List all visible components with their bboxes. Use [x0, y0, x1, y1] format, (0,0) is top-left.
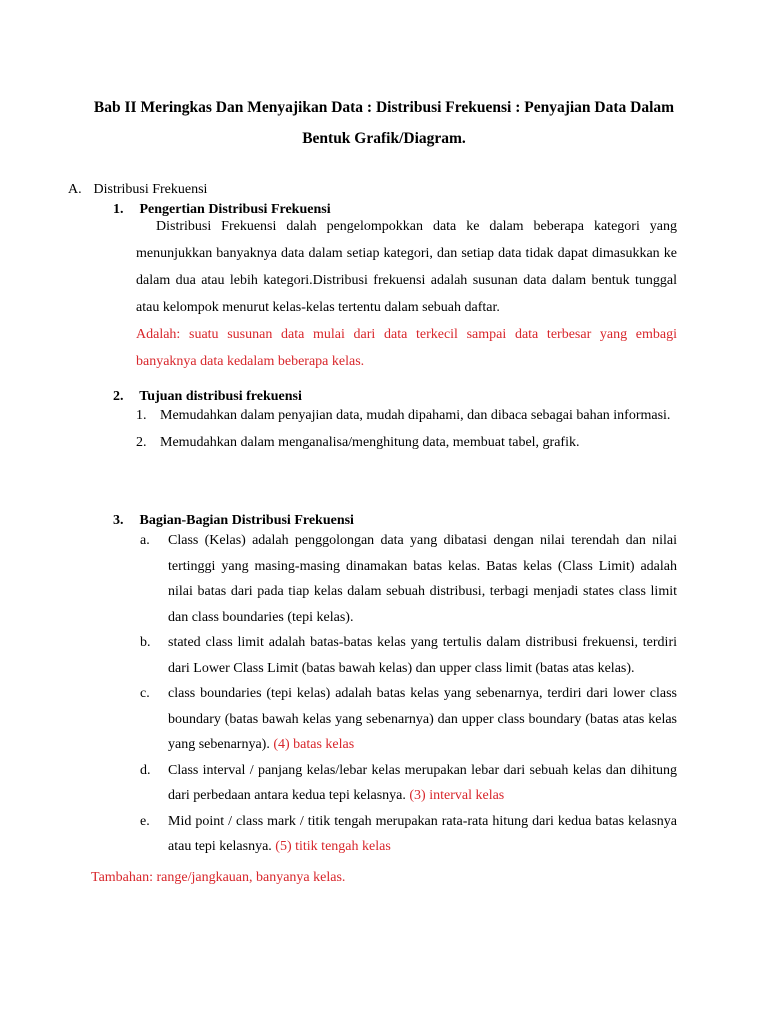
document-title: Bab II Meringkas Dan Menyajikan Data : Distribusi Frekuensi : Penyajian Data Dalam Bentuk Grafik/Diagram.: [93, 99, 675, 147]
subsection-3-number: 3.: [113, 513, 124, 528]
list-item-marker: 2.: [136, 435, 147, 450]
section-a-label: A.: [68, 182, 82, 197]
subsection-1-number: 1.: [113, 202, 124, 217]
purpose-list: [136, 402, 677, 456]
subsection-1-body: [136, 213, 677, 375]
list-item: [136, 402, 677, 429]
definition-paragraph: Distribusi Frekuensi dalah pengelompokkan data ke dalam beberapa kategori yang menunjukkan banyaknya data dalam setiap kategori, dan setiap data tidak dapat dimasukkan ke dalam dua atau lebih kategori.Distribusi frekuensi adalah susunan data dalam bentuk tunggal atau kelompok menurut kelas-kelas tertentu dalam sebuah daftar.: [136, 219, 677, 315]
list-item-marker: a.: [140, 533, 150, 548]
list-item: [140, 630, 677, 681]
list-item-text: Memudahkan dalam menganalisa/menghitung data, membuat tabel, grafik.: [160, 435, 580, 450]
list-item: [140, 758, 677, 809]
subsection-1-title: Pengertian Distribusi Frekuensi: [139, 202, 331, 217]
list-item-text: stated class limit adalah batas-batas kelas yang tertulis dalam distribusi frekuensi, terdiri dari Lower Class Limit (batas bawah kelas) dan upper class limit (batas atas kelas).: [168, 635, 677, 676]
subsection-2-title: Tujuan distribusi frekuensi: [139, 389, 302, 404]
parts-list: [140, 528, 677, 860]
list-item-text: Mid point / class mark / titik tengah merupakan rata-rata hitung dari kedua batas kelasnya atau tepi kelasnya.: [168, 813, 677, 854]
list-item: [140, 528, 677, 630]
list-item-note: (3) interval kelas: [409, 788, 505, 803]
list-item-note: (5) titik tengah kelas: [275, 839, 391, 854]
list-item-text: Class interval / panjang kelas/lebar kelas merupakan lebar dari sebuah kelas dan dihitung dari perbedaan antara kedua tepi kelasnya.: [168, 762, 677, 803]
list-item-marker: b.: [140, 635, 151, 650]
subsection-3-title: Bagian-Bagian Distribusi Frekuensi: [139, 513, 354, 528]
list-item-text: Class (Kelas) adalah penggolongan data yang dibatasi dengan nilai terendah dan nilai tertinggi yang masing-masing dinamakan batas kelas. Batas kelas (Class Limit) adalah nilai batas dari pada tiap kelas dalam sebuah distribusi, terbagi menjadi states class limit dan class boundaries (tepi kelas).: [168, 533, 677, 625]
list-item-marker: e.: [140, 813, 150, 829]
additional-note: Tambahan: range/jangkauan, banyanya kelas.: [91, 870, 346, 885]
list-item: [136, 429, 677, 456]
list-item: [140, 681, 677, 758]
subsection-2-number: 2.: [113, 389, 124, 404]
list-item-note: (4) batas kelas: [273, 737, 355, 752]
subsection-3-heading: [113, 513, 354, 529]
list-item-marker: 1.: [136, 408, 147, 423]
list-item-marker: d.: [140, 762, 151, 778]
list-item-marker: c.: [140, 686, 150, 701]
definition-note: Adalah: suatu susunan data mulai dari data terkecil sampai data terbesar yang embagi banyaknya data kedalam beberapa kelas.: [136, 327, 677, 369]
list-item: [140, 809, 677, 860]
list-item-text: Memudahkan dalam penyajian data, mudah dipahami, dan dibaca sebagai bahan informasi.: [160, 408, 671, 423]
section-a-text: Distribusi Frekuensi: [93, 182, 208, 197]
section-a-heading: [68, 182, 207, 198]
list-item-text: class boundaries (tepi kelas) adalah batas kelas yang sebenarnya, terdiri dari lower class boundary (batas bawah kelas yang sebenarnya) dan upper class boundary (batas atas kelas yang sebenarnya).: [168, 686, 677, 752]
